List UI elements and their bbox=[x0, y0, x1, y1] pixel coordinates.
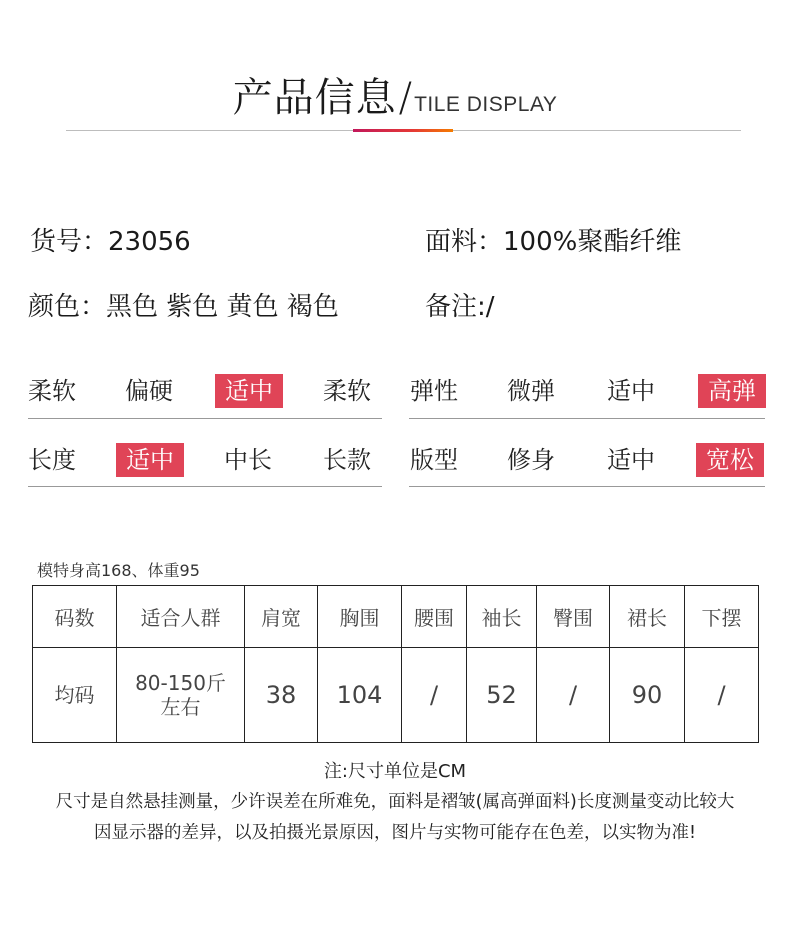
table-header-cell: 码数 bbox=[33, 586, 117, 648]
attribute-divider bbox=[28, 486, 382, 487]
attribute-divider bbox=[409, 418, 765, 419]
softness-option-hard: 偏硬 bbox=[125, 377, 173, 405]
remark-info: 备注:/ bbox=[425, 292, 495, 322]
table-header-cell: 适合人群 bbox=[117, 586, 245, 648]
softness-option-soft: 柔软 bbox=[323, 377, 371, 405]
table-header-cell: 裙长 bbox=[610, 586, 685, 648]
model-note: 模特身高168、体重95 bbox=[37, 561, 200, 580]
elasticity-option-slight: 微弹 bbox=[507, 377, 555, 405]
softness-label: 柔软 bbox=[28, 377, 76, 405]
table-row bbox=[33, 648, 759, 743]
elasticity-option-medium: 适中 bbox=[607, 377, 655, 405]
length-option-mid: 中长 bbox=[224, 446, 272, 474]
item-number: 货号：23056 bbox=[30, 227, 191, 257]
table-cell: / bbox=[685, 648, 759, 743]
disclaimer-line-2: 因显示器的差异，以及拍摄光景原因，图片与实物可能存在色差，以实物为准! bbox=[93, 823, 696, 843]
table-header-cell: 袖长 bbox=[467, 586, 537, 648]
unit-note: 注:尺寸单位是CM bbox=[323, 761, 467, 782]
length-label: 长度 bbox=[28, 446, 76, 474]
fit-label: 版型 bbox=[410, 446, 458, 474]
table-header-cell: 腰围 bbox=[402, 586, 467, 648]
fit-option-slim: 修身 bbox=[507, 446, 555, 474]
attribute-row-1 bbox=[0, 374, 790, 414]
attribute-divider bbox=[409, 486, 765, 487]
table-header-cell: 臀围 bbox=[537, 586, 610, 648]
title-slash: / bbox=[398, 75, 413, 121]
size-table bbox=[32, 585, 759, 743]
table-cell: / bbox=[402, 648, 467, 743]
elasticity-label: 弹性 bbox=[410, 377, 458, 405]
table-cell: 均码 bbox=[33, 648, 117, 743]
fit-option-selected: 宽松 bbox=[696, 443, 764, 477]
title-english: TILE DISPLAY bbox=[414, 93, 558, 116]
table-cell-audience bbox=[117, 648, 245, 743]
table-header-cell: 胸围 bbox=[318, 586, 402, 648]
color-info: 颜色：黑色 紫色 黄色 褐色 bbox=[28, 292, 339, 322]
length-option-long: 长款 bbox=[323, 446, 371, 474]
fit-option-regular: 适中 bbox=[607, 446, 655, 474]
table-header-cell: 肩宽 bbox=[245, 586, 318, 648]
table-cell: 38 bbox=[245, 648, 318, 743]
header-accent-bar bbox=[353, 129, 453, 132]
fabric-info: 面料：100%聚酯纤维 bbox=[425, 227, 682, 257]
table-cell: 52 bbox=[467, 648, 537, 743]
softness-option-selected: 适中 bbox=[215, 374, 283, 408]
audience-approx: 左右 bbox=[160, 695, 201, 719]
length-option-selected: 适中 bbox=[116, 443, 184, 477]
attribute-row-2 bbox=[0, 443, 790, 483]
table-cell: 104 bbox=[318, 648, 402, 743]
attribute-divider bbox=[28, 418, 382, 419]
page-title bbox=[0, 66, 790, 123]
table-header-row bbox=[33, 586, 759, 648]
table-cell: 90 bbox=[610, 648, 685, 743]
audience-weight: 80-150斤 bbox=[135, 671, 226, 695]
table-cell: / bbox=[537, 648, 610, 743]
title-chinese: 产品信息 bbox=[232, 75, 397, 121]
elasticity-option-selected: 高弹 bbox=[698, 374, 766, 408]
table-header-cell: 下摆 bbox=[685, 586, 759, 648]
disclaimer-line-1: 尺寸是自然悬挂测量，少许误差在所难免，面料是褶皱(属高弹面料)长度测量变动比较大 bbox=[55, 792, 735, 812]
